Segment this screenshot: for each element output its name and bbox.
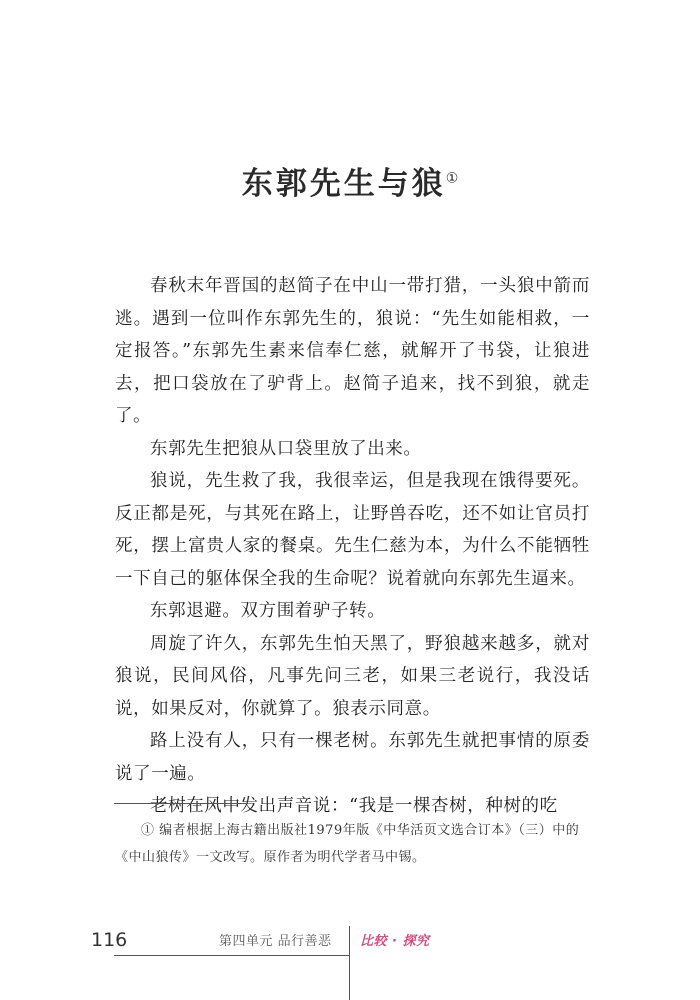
- title-footnote-marker: ①: [445, 170, 459, 187]
- article-body: [115, 270, 590, 823]
- title-text: 东郭先生与狼: [241, 166, 446, 202]
- footer-rule: [114, 955, 349, 956]
- footer-divider: [349, 926, 350, 1000]
- footnote-divider: [114, 803, 247, 804]
- unit-label: 第四单元 品行善恶: [219, 934, 332, 949]
- paragraph-4: 东郭退避。双方围着驴子转。: [150, 601, 386, 621]
- paragraph-5: 周旋了许久，东郭先生怕天黑了，野狼越来越多，就对狼说，民间风俗，凡事先问三老，如果三老说行，我没话说，如果反对，你就算了。狼表示同意。: [115, 633, 590, 719]
- section-label: 比较 · 探究: [360, 934, 430, 949]
- paragraph-6: 路上没有人，只有一棵老树。东郭先生就把事情的原委说了一遍。: [115, 731, 590, 784]
- page-title: [0, 158, 700, 203]
- paragraph-2: 东郭先生把狼从口袋里放了出来。: [150, 438, 422, 459]
- page-number: 116: [91, 929, 128, 951]
- paragraph-7: 老树在风中发出声音说：“我是一棵杏树，种树的吃: [150, 796, 558, 816]
- paragraph-3: 狼说，先生救了我，我很幸运，但是我现在饿得要死。反正都是死，与其死在路上，让野兽吞吃，还不如让官员打死，摆上富贵人家的餐桌。先生仁慈为本，为什么不能牺牲一下自己的躯体保全我的生命呢？说着就向东郭先生逼来。: [115, 471, 590, 589]
- footnote: ① 编者根据上海古籍出版社1979年版《中华活页文选合订本》（三）中的《中山狼传》一文改写。原作者为明代学者马中锡。: [115, 823, 580, 865]
- paragraph-1: 春秋末年晋国的赵简子在中山一带打猎，一头狼中箭而逃。遇到一位叫作东郭先生的，狼说：“先生如能相救，一定报答。”东郭先生素来信奉仁慈，就解开了书袋，让狼进去，把口袋放在了驴背上。赵简子追来，找不到狼，就走了。: [115, 276, 590, 426]
